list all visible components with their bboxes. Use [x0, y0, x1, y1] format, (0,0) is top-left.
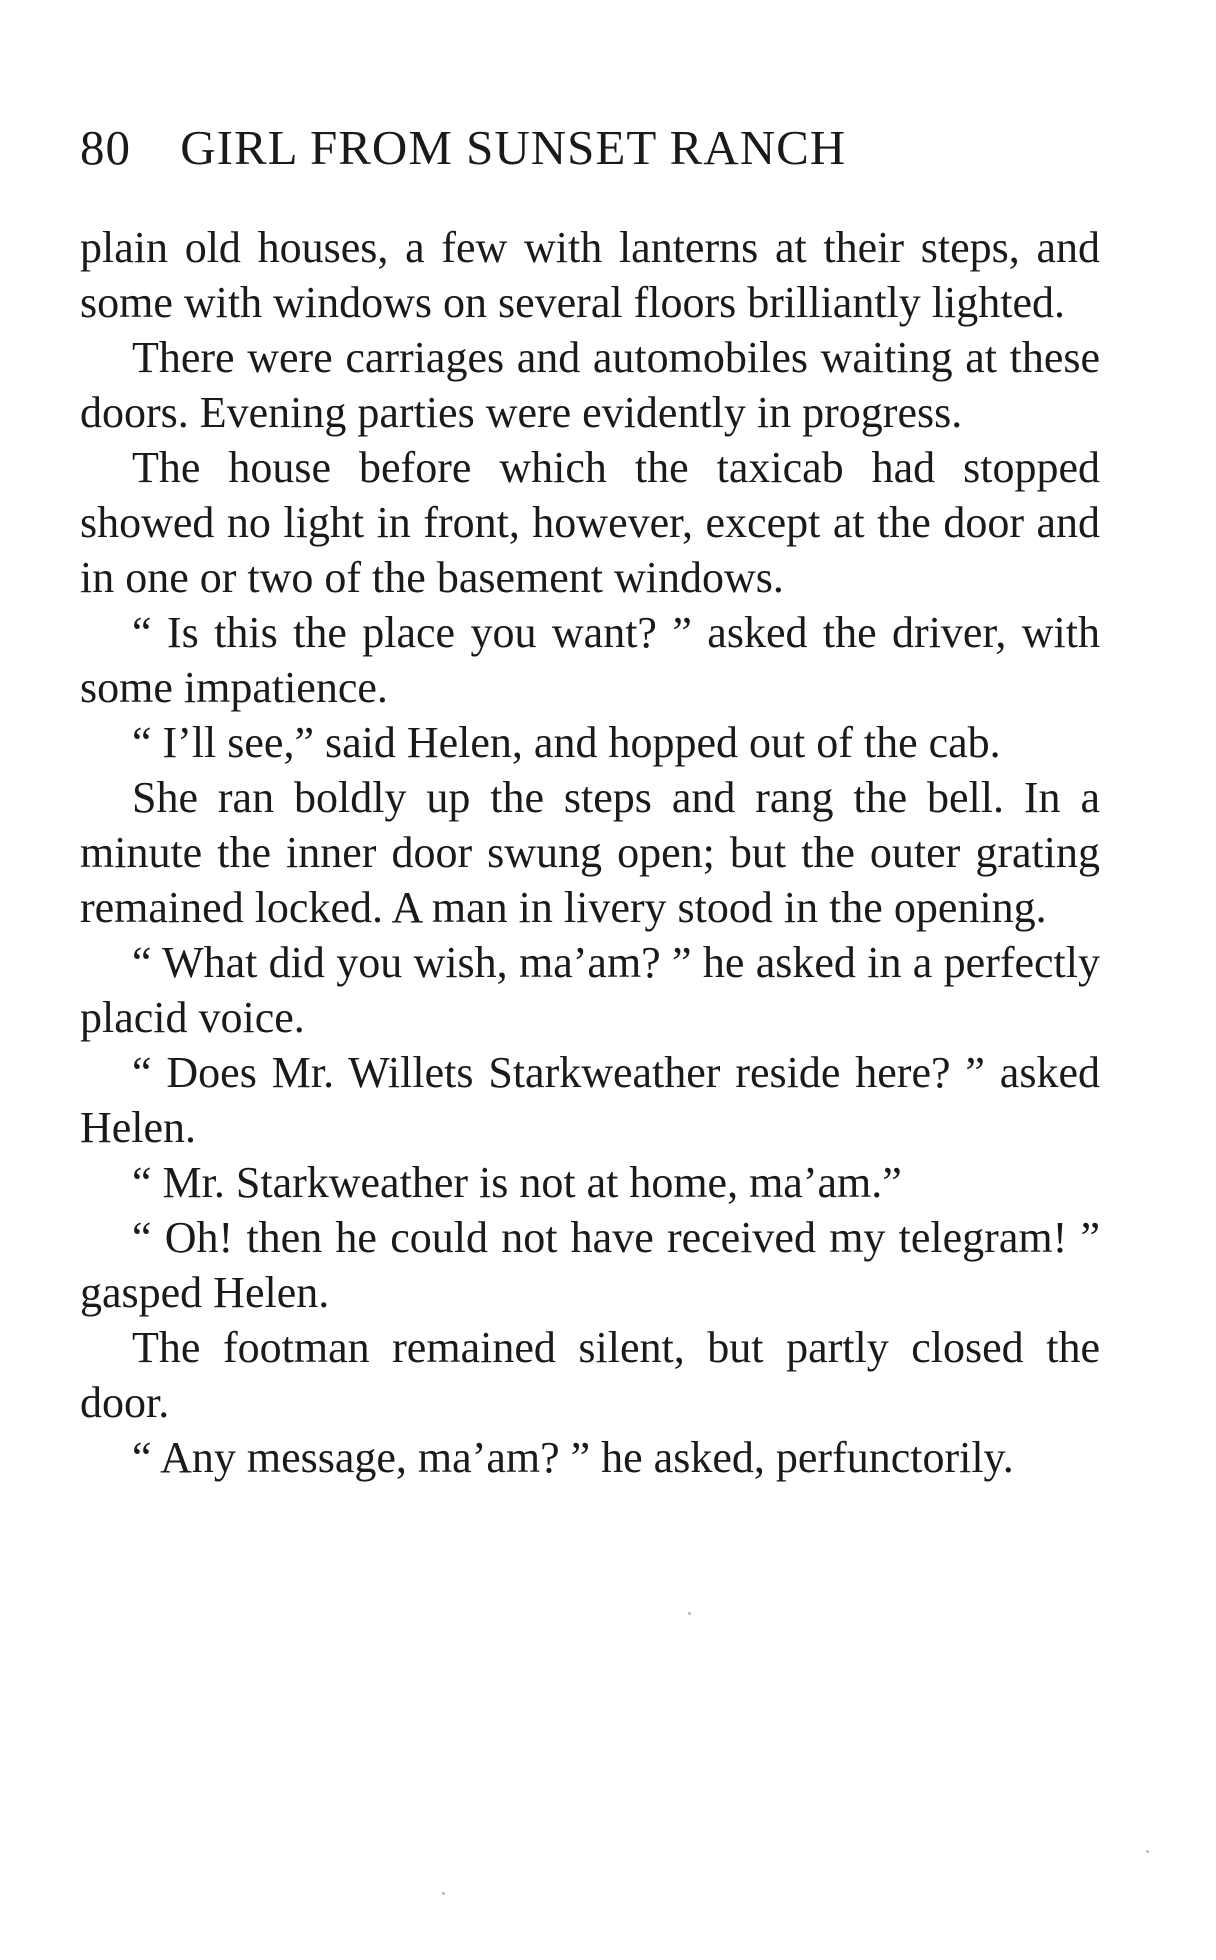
paper-speck — [1146, 1850, 1149, 1853]
paragraph-6: She ran boldly up the steps and rang the bell. In a minute the inner door swung open; but the outer grating remained locked. A man in livery stood in the opening. — [80, 773, 1100, 932]
paper-speck — [442, 1892, 445, 1895]
paragraph-1: plain old houses, a few with lanterns at their steps, and some with windows on several floors brilliantly lighted. — [80, 223, 1100, 327]
body-text — [80, 220, 1100, 1485]
paragraph-10: “ Oh! then he could not have received my telegram! ” gasped Helen. — [80, 1213, 1100, 1317]
paragraph-11: The footman remained silent, but partly closed the door. — [80, 1323, 1100, 1427]
paragraph-9: “ Mr. Starkweather is not at home, ma’am.” — [132, 1158, 902, 1207]
paragraph-7: “ What did you wish, ma’am? ” he asked in a perfectly placid voice. — [80, 938, 1100, 1042]
paragraph-3: The house before which the taxicab had stopped showed no light in front, however, except at the door and in one or two of the basement windows. — [80, 443, 1100, 602]
page-number: 80 — [80, 120, 131, 175]
paragraph-4: “ Is this the place you want? ” asked the driver, with some impatience. — [80, 608, 1100, 712]
paragraph-2: There were carriages and automobiles waiting at these doors. Evening parties were evidently in progress. — [80, 333, 1100, 437]
paper-speck — [688, 1612, 691, 1615]
running-title: GIRL FROM SUNSET RANCH — [180, 120, 847, 175]
paragraph-5: “ I’ll see,” said Helen, and hopped out of the cab. — [132, 718, 1001, 767]
running-head — [80, 118, 1140, 178]
paragraph-12: “ Any message, ma’am? ” he asked, perfunctorily. — [132, 1433, 1014, 1482]
paragraph-8: “ Does Mr. Willets Starkweather reside here? ” asked Helen. — [80, 1048, 1100, 1152]
